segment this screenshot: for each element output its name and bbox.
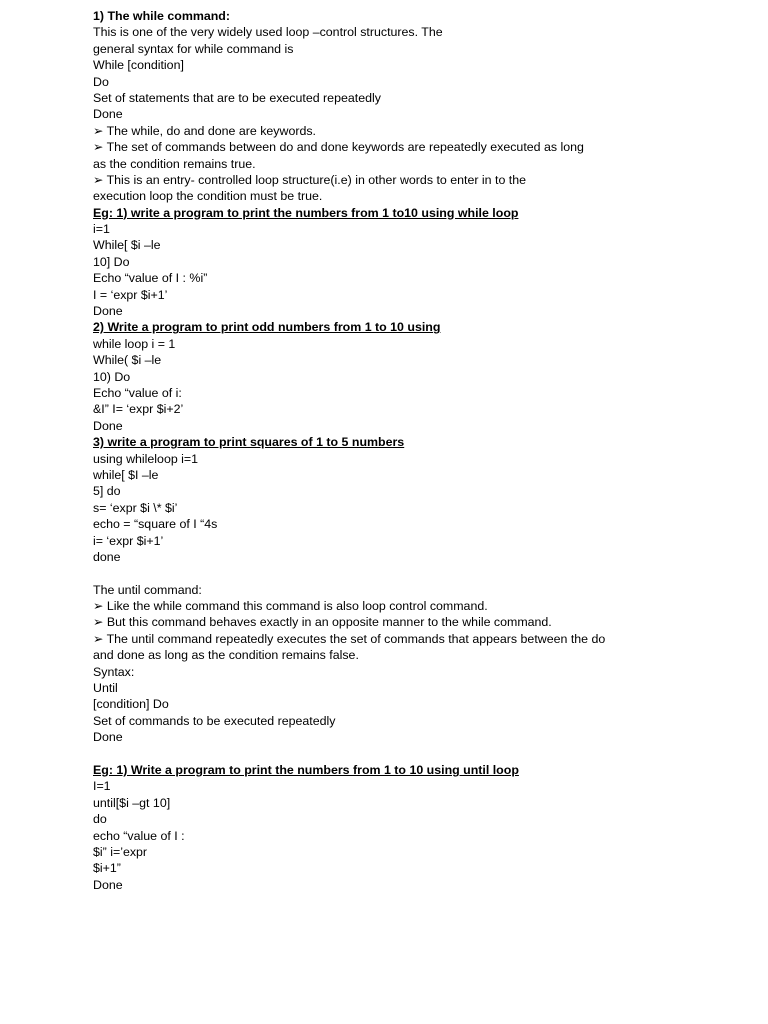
text-line: echo “value of I : [93,828,185,843]
text-line: Set of commands to be executed repeatedly [93,713,336,728]
text-line: This is one of the very widely used loop –control structures. The [93,25,443,40]
text-line: i=1 [93,222,110,237]
text-line: The until command: [93,582,202,597]
text-line: i= ‘expr $i+1’ [93,533,164,548]
text-line: [condition] Do [93,697,169,712]
text-line: While[ $i –le [93,238,161,253]
text-line: Do [93,74,109,89]
example-heading: 2) Write a program to print odd numbers from 1 to 10 using [93,320,441,335]
text-line: &I” I= ‘expr $i+2’ [93,402,184,417]
text-line: while loop i = 1 [93,336,176,351]
text-line: ➢ But this command behaves exactly in an opposite manner to the while command. [93,615,552,630]
text-line: 10) Do [93,369,131,384]
text-line: While [condition] [93,58,184,73]
text-line: Until [93,681,118,696]
example-heading: Eg: 1) Write a program to print the numbers from 1 to 10 using until loop [93,762,519,777]
section-title: 1) The while command: [93,9,231,23]
text-line: ➢ The until command repeatedly executes the set of commands that appears between the do [93,631,606,646]
text-line: done [93,549,121,564]
text-line: Echo “value of I : %i” [93,271,208,286]
example-heading: 3) write a program to print squares of 1 to 5 numbers [93,435,405,450]
text-line: until[$i –gt 10] [93,795,171,810]
text-line: s= ‘expr $i \* $i’ [93,500,178,515]
text-line: and done as long as the condition remains false. [93,648,359,663]
text-line: while[ $I –le [93,467,159,482]
text-line: 10] Do [93,254,130,269]
text-line: Done [93,730,123,745]
text-line: Done [93,877,123,892]
text-line: Syntax: [93,664,135,679]
text-line: Done [93,304,123,319]
text-line: $i” i=’expr [93,844,148,859]
text-line: ➢ The set of commands between do and done keywords are repeatedly executed as long [93,140,584,155]
blank-line [93,565,693,581]
text-line: I=1 [93,779,111,794]
text-line: $i+1” [93,861,121,876]
text-line: as the condition remains true. [93,156,256,171]
text-line: Done [93,418,123,433]
text-line: general syntax for while command is [93,41,294,56]
text-line: 5] do [93,484,121,499]
text-line: Set of statements that are to be executed repeatedly [93,90,381,105]
blank-line [93,746,693,762]
text-line: ➢ Like the while command this command is also loop control command. [93,599,488,614]
text-line: using whileloop i=1 [93,451,199,466]
text-line: do [93,812,107,827]
text-line: execution loop the condition must be true. [93,189,323,204]
text-line: echo = “square of I “4s [93,517,218,532]
document-page [93,8,693,893]
text-line: Done [93,107,123,122]
text-line: ➢ The while, do and done are keywords. [93,123,316,138]
text-line: While( $i –le [93,353,162,368]
example-heading: Eg: 1) write a program to print the numbers from 1 to10 using while loop [93,205,519,220]
text-line: I = ‘expr $i+1’ [93,287,168,302]
text-line: ➢ This is an entry- controlled loop structure(i.e) in other words to enter in to the [93,172,527,187]
text-line: Echo “value of i: [93,385,182,400]
